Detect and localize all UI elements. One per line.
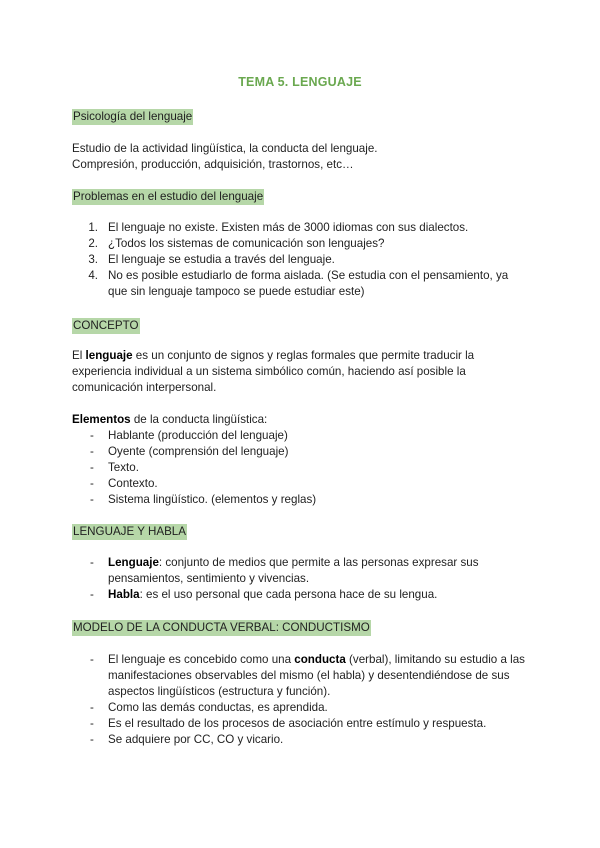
bold-term-habla: Habla <box>108 588 140 601</box>
heading-psicologia: Psicología del lenguaje <box>73 110 193 123</box>
list-item <box>72 460 528 476</box>
bold-term-lenguaje: Lenguaje <box>108 556 159 569</box>
list-item <box>72 428 528 444</box>
dash-marker: - <box>90 461 94 474</box>
list-item-text: Sistema lingüístico. (elementos y reglas) <box>108 493 317 506</box>
bold-term-elementos: Elementos <box>72 413 131 426</box>
dash-marker: - <box>90 701 94 714</box>
list-item <box>72 268 528 300</box>
list-item <box>72 652 528 700</box>
dash-list-elementos <box>72 428 528 508</box>
dash-marker: - <box>90 477 94 490</box>
heading-lenguaje-habla: LENGUAJE Y HABLA <box>73 525 186 538</box>
list-item-text: Se adquiere por CC, CO y vicario. <box>108 733 284 746</box>
dash-marker: - <box>90 493 94 506</box>
text-run: : conjunto de medios que permite a las personas expresar sus pensamientos, sentimiento y vivencias. <box>108 556 479 585</box>
list-item <box>72 732 528 748</box>
dash-marker: - <box>90 717 94 730</box>
dash-marker: - <box>90 588 94 601</box>
list-item-text: Texto. <box>108 461 139 474</box>
dash-marker: - <box>90 556 94 569</box>
list-number: 4. <box>88 269 98 282</box>
bold-term-conducta: conducta <box>294 653 346 666</box>
list-item-text: Como las demás conductas, es aprendida. <box>108 701 328 714</box>
list-item <box>72 220 528 236</box>
list-item-text: Hablante (producción del lenguaje) <box>108 429 288 442</box>
list-item-text: El lenguaje no existe. Existen más de 3000 idiomas con sus dialectos. <box>108 221 469 234</box>
list-item-text: Es el resultado de los procesos de asociación entre estímulo y respuesta. <box>108 717 487 730</box>
dash-marker: - <box>90 733 94 746</box>
dash-list-conductismo <box>72 652 528 748</box>
list-item <box>72 716 528 732</box>
list-item-text: El lenguaje se estudia a través del lenguaje. <box>108 253 335 266</box>
dash-marker: - <box>90 445 94 458</box>
paragraph-elementos <box>72 412 528 428</box>
list-item <box>72 555 528 587</box>
paragraph-line: Compresión, producción, adquisición, trastornos, etc… <box>72 158 354 171</box>
list-item <box>72 476 528 492</box>
list-item-text: ¿Todos los sistemas de comunicación son lenguajes? <box>108 237 385 250</box>
list-number: 1. <box>88 221 98 234</box>
list-item <box>72 252 528 268</box>
heading-problemas: Problemas en el estudio del lenguaje <box>73 190 264 203</box>
list-item-text: Contexto. <box>108 477 158 490</box>
list-item-text: No es posible estudiarlo de forma aislada. (Se estudia con el pensamiento, ya que sin lenguaje tampoco se puede estudiar este) <box>108 269 509 298</box>
list-number: 2. <box>88 237 98 250</box>
heading-conductismo: MODELO DE LA CONDUCTA VERBAL: CONDUCTISMO <box>73 621 370 634</box>
list-item <box>72 444 528 460</box>
text-run: es un conjunto de signos y reglas formales que permite traducir la experiencia individual a un sistema simbólico común, haciendo así posible la comunicación interpersonal. <box>72 349 475 394</box>
list-item <box>72 492 528 508</box>
bold-term-lenguaje: lenguaje <box>85 349 133 362</box>
document-title: TEMA 5. LENGUAJE <box>238 75 362 89</box>
list-number: 3. <box>88 253 98 266</box>
dash-marker: - <box>90 653 94 666</box>
list-item <box>72 236 528 252</box>
list-item <box>72 700 528 716</box>
text-run: El <box>72 349 86 362</box>
paragraph-psicologia <box>72 141 528 173</box>
text-run: El lenguaje es concebido como una <box>108 653 295 666</box>
text-run: de la conducta lingüística: <box>130 413 268 426</box>
list-item <box>72 587 528 603</box>
dash-list-lenguaje-habla <box>72 555 528 603</box>
paragraph-line: Estudio de la actividad lingüística, la conducta del lenguaje. <box>72 142 378 155</box>
numbered-list-problemas <box>72 220 528 300</box>
text-run: : es el uso personal que cada persona hace de su lengua. <box>139 588 438 601</box>
paragraph-concepto <box>72 348 510 396</box>
list-item-text: Oyente (comprensión del lenguaje) <box>108 445 289 458</box>
dash-marker: - <box>90 429 94 442</box>
heading-concepto: CONCEPTO <box>73 319 139 332</box>
text-run: (verbal), limitando su estudio a las manifestaciones observables del mismo (el habla) y desentendiéndose de sus aspectos lingüísticos (estructura y función). <box>108 653 525 698</box>
